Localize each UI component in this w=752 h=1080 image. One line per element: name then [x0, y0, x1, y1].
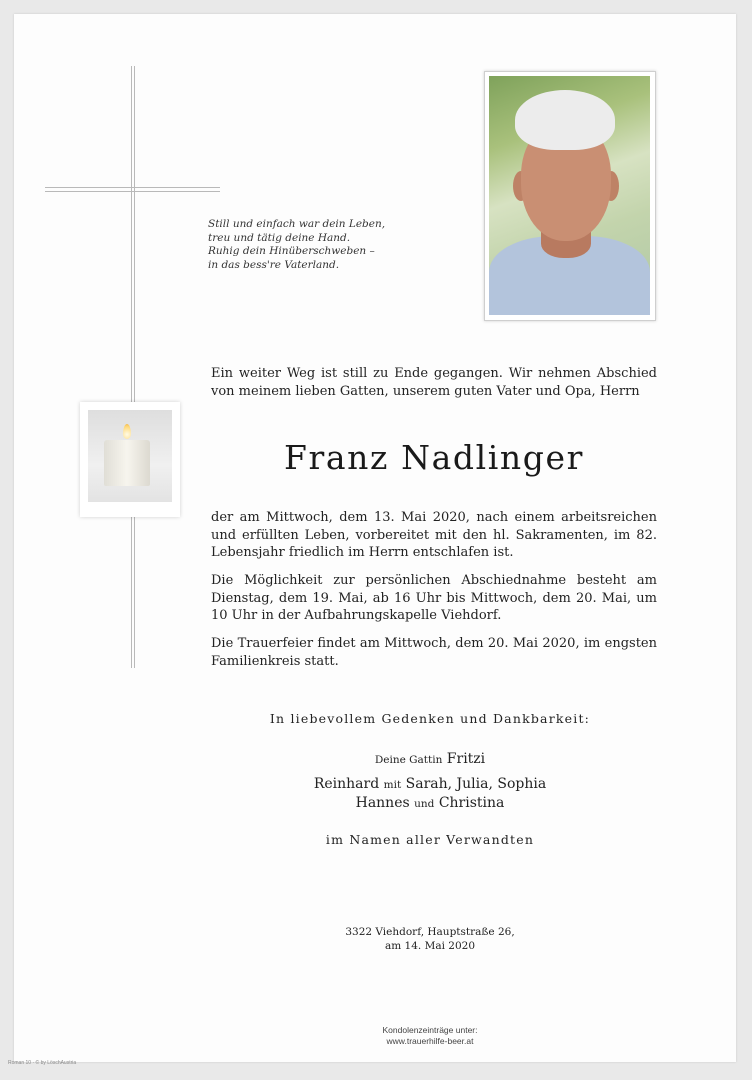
wife-name: Fritzi — [446, 751, 486, 767]
son-name: Reinhard — [313, 776, 380, 792]
funeral-paragraph: Die Trauerfeier findet am Mittwoch, dem 20. Mai 2020, im engsten Familienkreis statt. — [211, 636, 657, 669]
son-name: Hannes — [355, 794, 410, 811]
condolence-block — [150, 1025, 710, 1047]
intro-text: Ein weiter Weg ist still zu Ende gegangen. Wir nehmen Abschied von meinem lieben Gatten, unserem guten Vater und Opa, Herrn — [211, 366, 657, 399]
date-line: am 14. Mai 2020 — [384, 939, 476, 952]
poem-line: Ruhig dein Hinüberschweben – — [208, 245, 375, 257]
portrait-photo-frame — [484, 71, 656, 321]
poem-line: Still und einfach war dein Leben, — [208, 218, 386, 230]
cross-horizontal-bar — [45, 187, 220, 191]
closing-line: In liebevollem Gedenken und Dankbarkeit: — [269, 711, 591, 726]
wife-line — [150, 751, 710, 767]
condolence-link[interactable]: www.trauerhilfe-beer.at — [386, 1036, 474, 1046]
with-word: mit — [383, 779, 402, 791]
condolence-label: Kondolenzeinträge unter: — [382, 1025, 478, 1035]
flame-icon — [123, 424, 131, 439]
poem-line: in das bess're Vaterland. — [208, 258, 340, 271]
partner-name: Christina — [438, 794, 505, 811]
death-paragraph: der am Mittwoch, dem 13. Mai 2020, nach einem arbeitsreichen und erfüllten Leben, vorbereitet mit den hl. Sakramenten, im 82. Lebensjahr friedlich im Herrn entschlafen ist. — [211, 510, 657, 560]
wife-prefix: Deine Gattin — [374, 754, 443, 766]
imprint: Roman 10 · © by LöschAustria — [8, 1060, 77, 1066]
candle-icon — [104, 440, 150, 486]
relatives-line: im Namen aller Verwandten — [325, 832, 535, 847]
grandchildren-names: Sarah, Julia, Sophia — [405, 776, 547, 792]
portrait-photo — [489, 76, 650, 315]
candle-image — [80, 402, 180, 517]
children-block — [150, 776, 710, 813]
address-line: 3322 Viehdorf, Hauptstraße 26, — [345, 926, 515, 938]
address-block — [150, 926, 710, 953]
memorial-poem — [208, 218, 408, 272]
poem-line: treu und tätig deine Hand. — [208, 231, 351, 244]
and-word: und — [414, 797, 435, 810]
cross-vertical-bar — [131, 66, 134, 668]
farewell-paragraph: Die Möglichkeit zur persönlichen Abschiednahme besteht am Dienstag, dem 19. Mai, ab 16 Uhr bis Mittwoch, dem 20. Mai, um 10 Uhr in der Aufbahrungskapelle Viehdorf. — [211, 573, 657, 623]
deceased-name: Franz Nadlinger — [284, 438, 584, 477]
